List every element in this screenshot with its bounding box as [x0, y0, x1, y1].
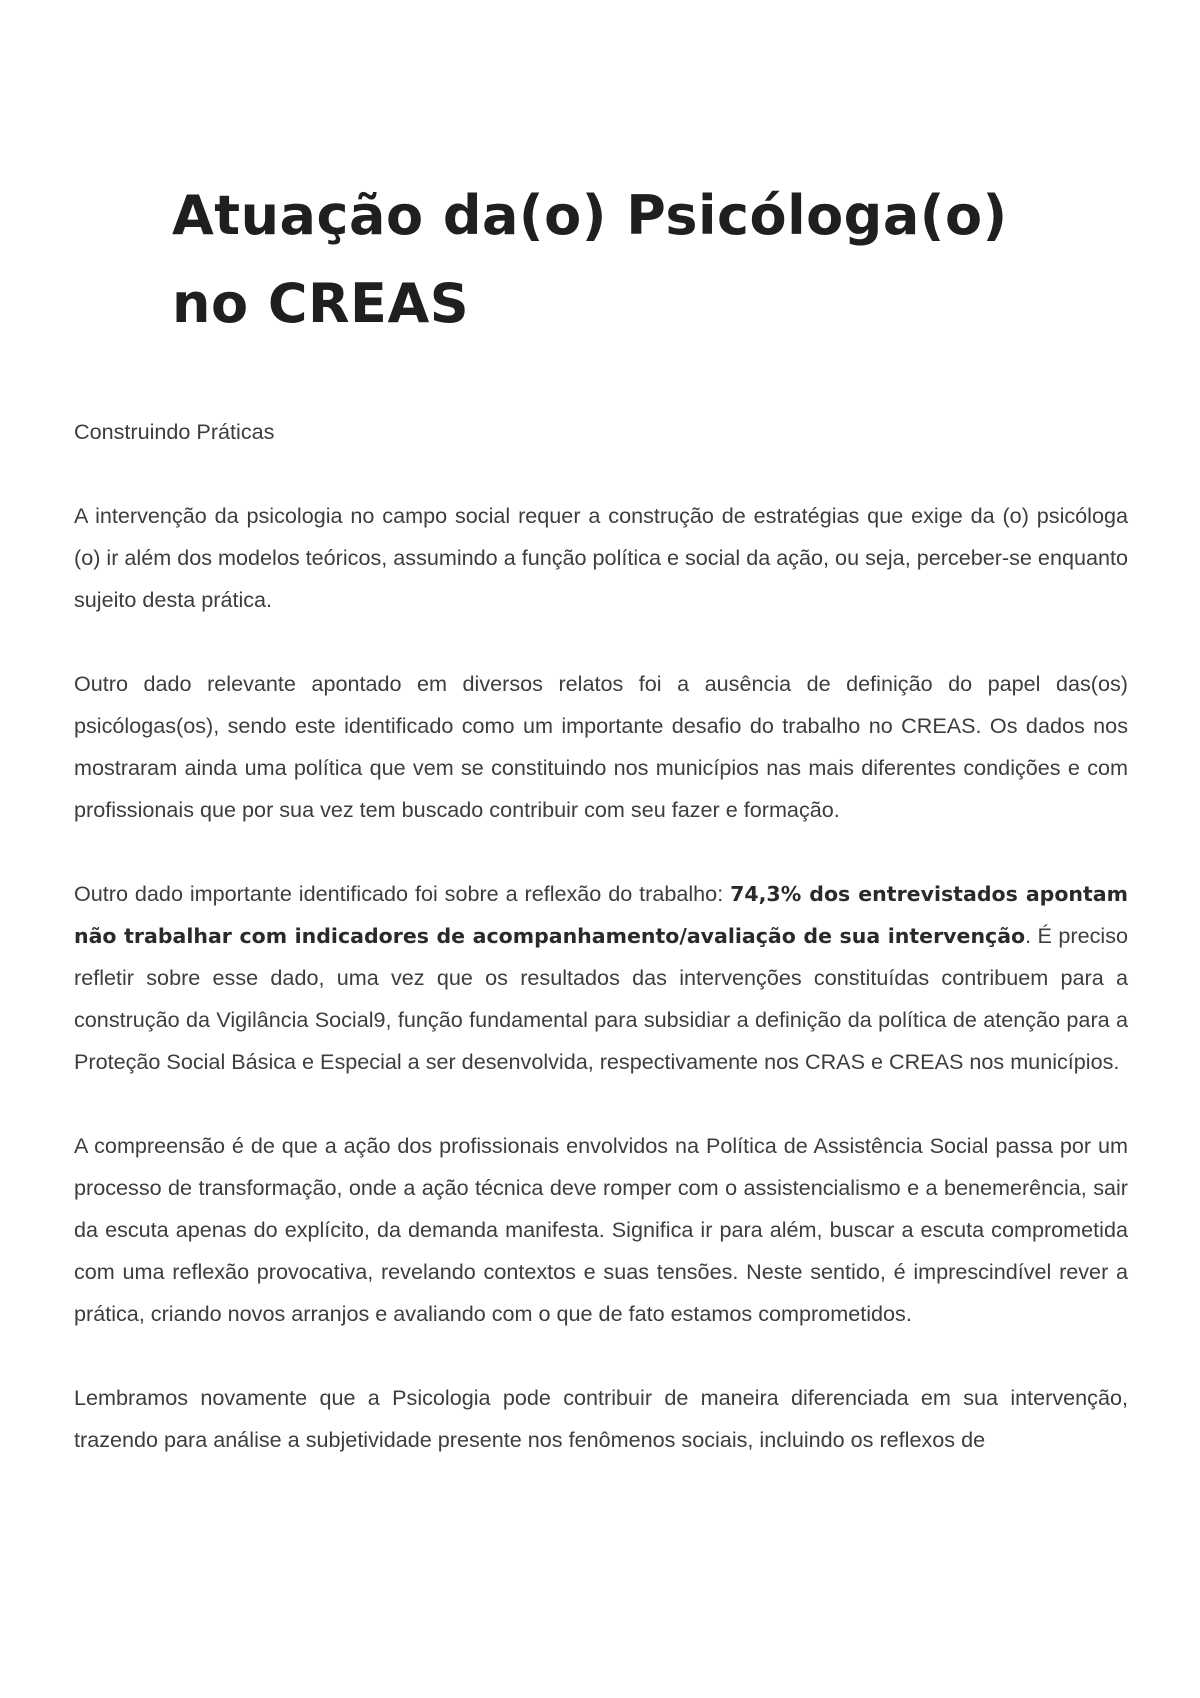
- paragraph-3-highlight: 74,3% dos entrevistados apontam não trabalhar com indicadores de acompanhamento/avaliação de sua intervenção: [74, 882, 1129, 948]
- paragraph-3: [74, 873, 1128, 1083]
- page-title: [172, 172, 1072, 348]
- paragraph-5: Lembramos novamente que a Psicologia pode contribuir de maneira diferenciada em sua intervenção, trazendo para análise a subjetividade presente nos fenômenos sociais, incluindo os reflexos de: [74, 1385, 1128, 1452]
- page-title-line-1: Atuação da(o) Psicóloga(o): [172, 184, 1008, 247]
- section-subtitle: Construindo Práticas: [74, 419, 275, 444]
- paragraph-2: Outro dado relevante apontado em diversos relatos foi a ausência de definição do papel das(os) psicólogas(os), sendo este identificado como um importante desafio do trabalho no CREAS. Os dados nos mostraram ainda uma política que vem se constituindo nos municípios nas mais diferentes condições e com profissionais que por sua vez tem buscado contribuir com seu fazer e formação.: [74, 671, 1128, 822]
- document-body: [74, 411, 1128, 1503]
- paragraph-1: A intervenção da psicologia no campo social requer a construção de estratégias que exige da (o) psicóloga (o) ir além dos modelos teóricos, assumindo a função política e social da ação, ou seja, perceber-se enquanto sujeito desta prática.: [74, 503, 1128, 612]
- paragraph-3-intro: Outro dado importante identificado foi sobre a reflexão do trabalho:: [74, 881, 731, 906]
- paragraph-3-rest: . É preciso refletir sobre esse dado, uma vez que os resultados das intervenções constituídas contribuem para a construção da Vigilância Social9, função fundamental para subsidiar a definição da política de atenção para a Proteção Social Básica e Especial a ser desenvolvida, respectivamente nos CRAS e CREAS nos municípios.: [74, 923, 1129, 1074]
- paragraph-4: A compreensão é de que a ação dos profissionais envolvidos na Política de Assistência Social passa por um processo de transformação, onde a ação técnica deve romper com o assistencialismo e a benemerência, sair da escuta apenas do explícito, da demanda manifesta. Significa ir para além, buscar a escuta comprometida com uma reflexão provocativa, revelando contextos e suas tensões. Neste sentido, é imprescindível rever a prática, criando novos arranjos e avaliando com o que de fato estamos comprometidos.: [74, 1133, 1128, 1326]
- page-title-line-2: no CREAS: [172, 272, 470, 335]
